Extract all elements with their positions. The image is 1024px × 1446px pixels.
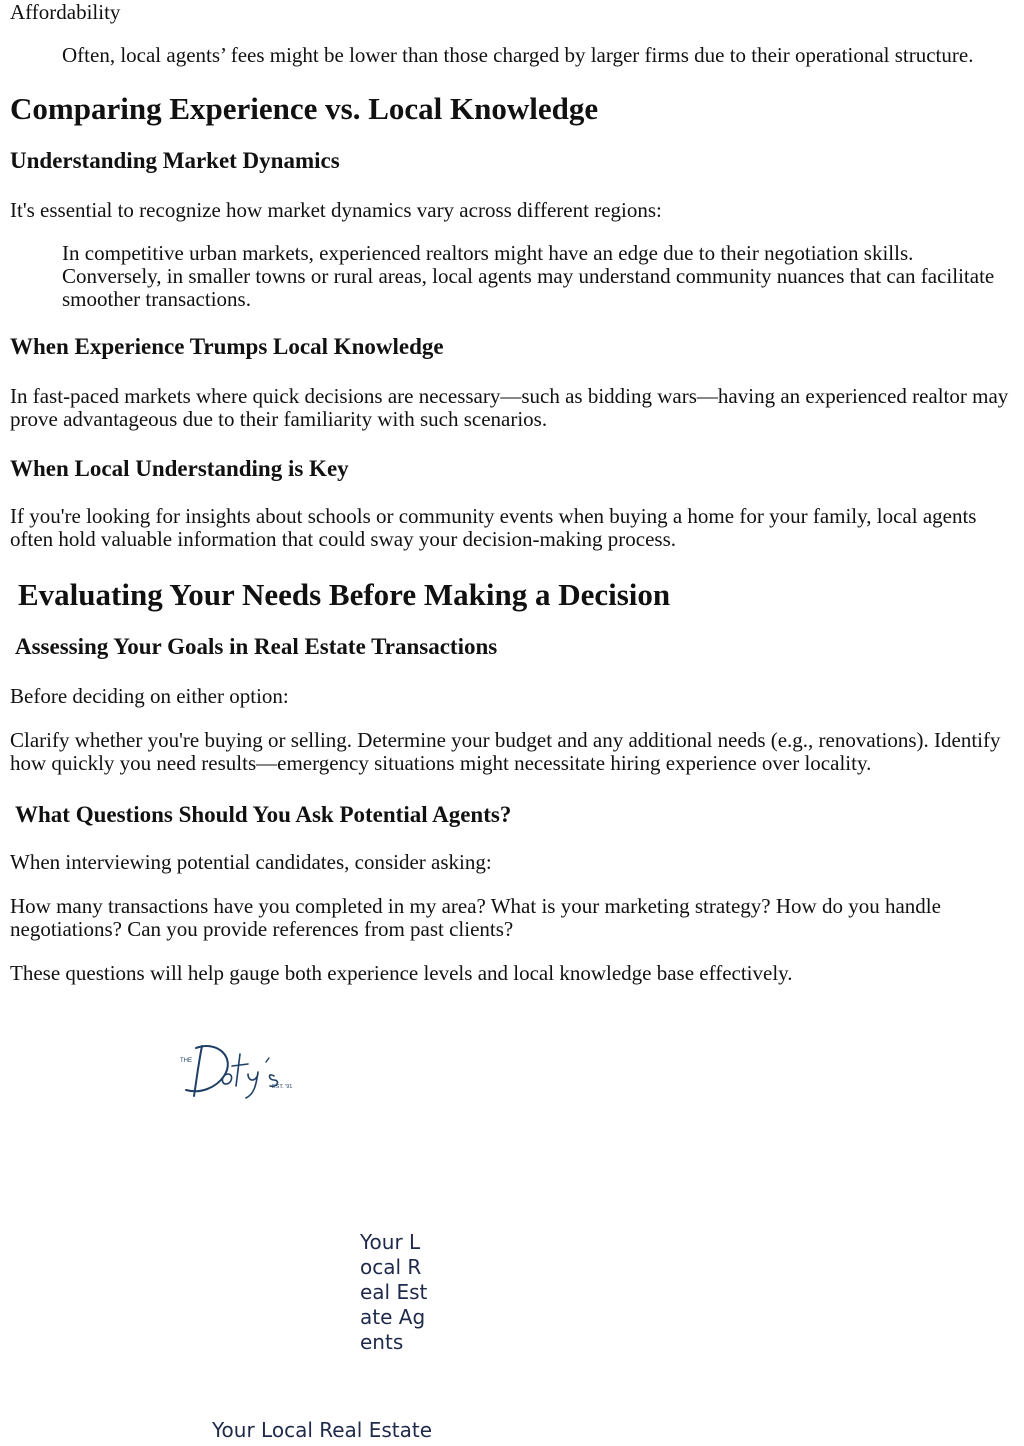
subheading-market-dynamics: Understanding Market Dynamics (10, 148, 340, 173)
subheading-assessing-goals: Assessing Your Goals in Real Estate Transactions (15, 634, 498, 659)
affordability-quote: Often, local agents’ fees might be lower than those charged by larger firms due to their operational structure. (62, 43, 974, 67)
section-heading-comparing: Comparing Experience vs. Local Knowledge (10, 91, 599, 126)
intro-label: Affordability (10, 0, 121, 24)
market-dynamics-quote: In competitive urban markets, experienced realtors might have an edge due to their negotiation skills. Conversely, in smaller towns or rural areas, local agents may understand community nuances that can facilitate smoother transactions. (62, 241, 995, 311)
paragraph-question-list: How many transactions have you completed in my area? What is your marketing strategy? How do you handle negotiations? Can you provide references from past clients? (10, 894, 941, 941)
paragraph-interviewing: When interviewing potential candidates, consider asking: (10, 850, 492, 874)
subheading-local-understanding: When Local Understanding is Key (10, 456, 349, 481)
paragraph-experience-trumps: In fast-paced markets where quick decisions are necessary—such as bidding wars—having an experienced realtor may prove advantageous due to their familiarity with such scenarios. (10, 384, 1009, 431)
logo-est-text: EST. '91 (272, 1084, 293, 1090)
paragraph-market-dynamics: It's essential to recognize how market dynamics vary across different regions: (10, 198, 662, 222)
tagline: Your Local Real Estate Agents (360, 1230, 428, 1354)
section-heading-evaluating: Evaluating Your Needs Before Making a Decision (18, 577, 671, 612)
dotys-logo-icon (178, 1036, 298, 1104)
tagline-footer: Your Local Real Estate (212, 1418, 433, 1442)
subheading-questions: What Questions Should You Ask Potential Agents? (15, 802, 512, 827)
subheading-experience-trumps: When Experience Trumps Local Knowledge (10, 334, 444, 359)
dotys-logo (178, 1036, 298, 1104)
paragraph-clarify: Clarify whether you're buying or selling. Determine your budget and any additional needs (e.g., renovations). Identify how quickly you need results—emergency situations might necessitate hiring experience over locality. (10, 728, 1001, 775)
paragraph-before-deciding: Before deciding on either option: (10, 684, 289, 708)
paragraph-local-understanding: If you're looking for insights about schools or community events when buying a home for your family, local agents often hold valuable information that could sway your decision-making process. (10, 504, 977, 551)
paragraph-conclusion: These questions will help gauge both experience levels and local knowledge base effectively. (10, 961, 793, 985)
logo-the-text: THE (180, 1058, 192, 1064)
